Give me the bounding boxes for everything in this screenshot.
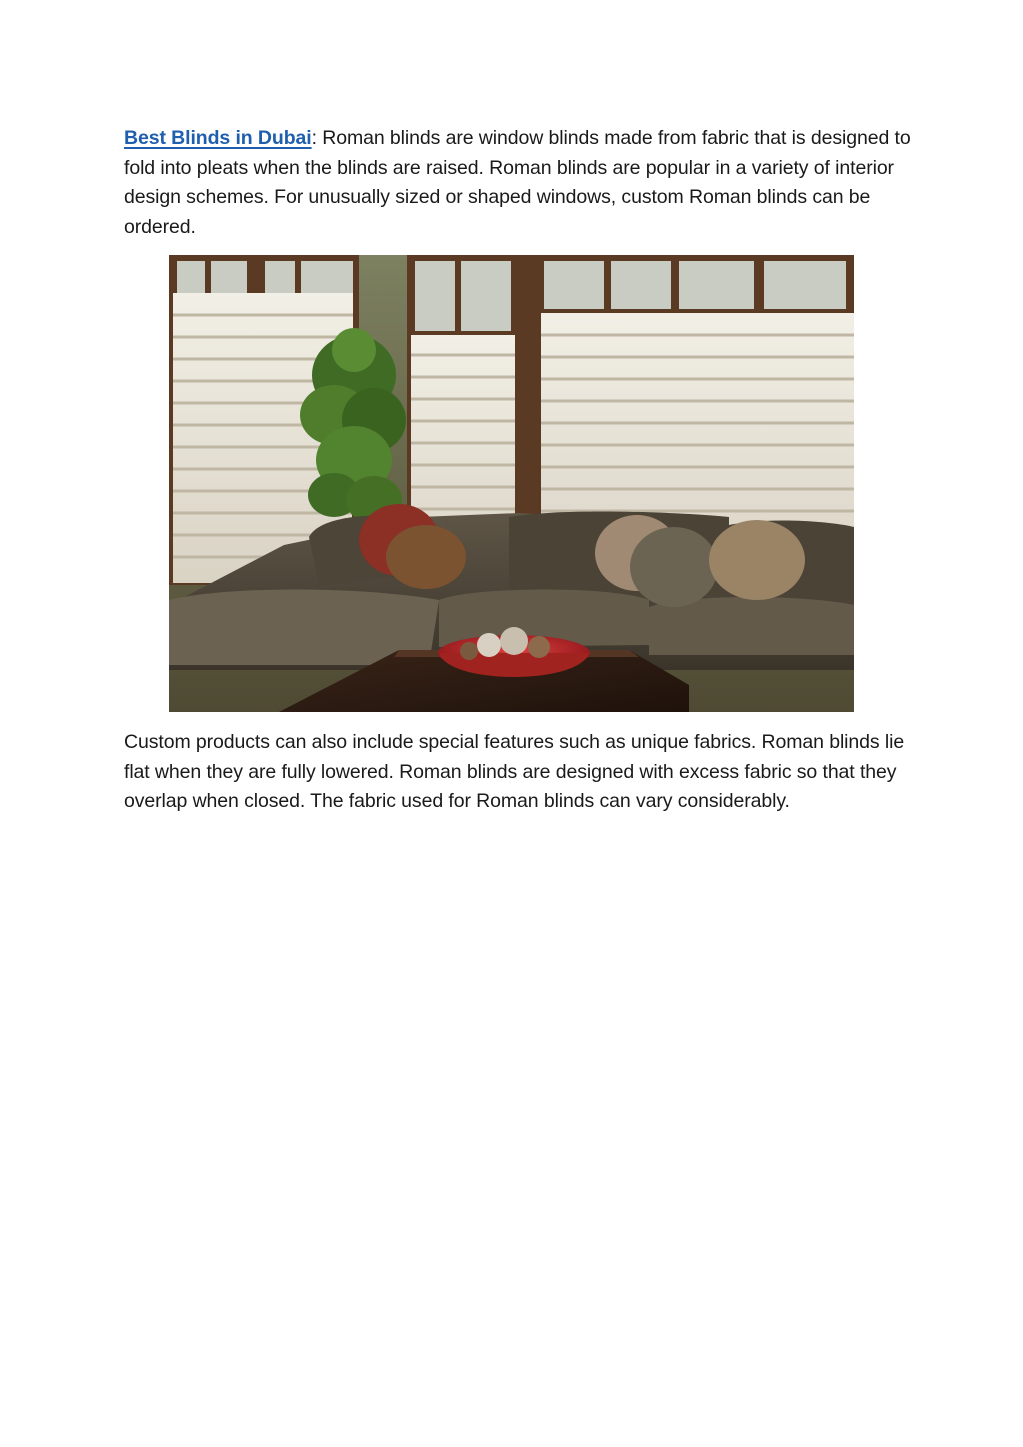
tan-pillow bbox=[709, 520, 805, 600]
intro-paragraph bbox=[124, 124, 914, 242]
living-room-illustration bbox=[169, 255, 854, 712]
gray-pillow bbox=[630, 527, 718, 607]
brown-pillow bbox=[386, 525, 466, 589]
body-paragraph: Custom products can also include special features such as unique fabrics. Roman blinds lie flat when they are fully lowered. Roman blinds are designed with excess fabric so that they overlap when closed. The fabric used for Roman blinds can vary considerably. bbox=[124, 731, 905, 812]
potted-plant bbox=[300, 328, 406, 535]
living-room-photo bbox=[169, 255, 854, 712]
intro-paragraph-text: : Roman blinds are window blinds made from fabric that is designed to fold into pleats when the blinds are raised. Roman blinds are popular in a variety of interior design schemes. For unusually sized or shaped windows, custom Roman blinds can be ordered. bbox=[124, 127, 911, 238]
best-blinds-link[interactable]: Best Blinds in Dubai bbox=[124, 127, 312, 149]
